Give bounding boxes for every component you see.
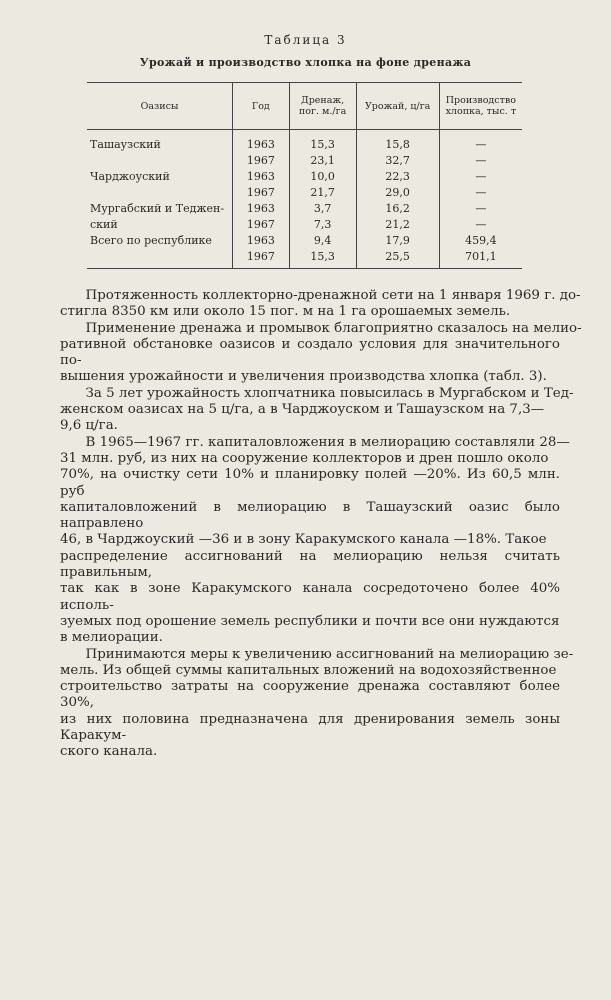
- cell-oasis: [87, 250, 233, 269]
- cell-production: —: [439, 154, 522, 170]
- table-row: [87, 250, 522, 269]
- cell-drainage: 3,7: [289, 202, 356, 218]
- cell-yield: 15,8: [356, 130, 439, 155]
- text-line: Протяженность коллекторно-дренажной сети на 1 января 1969 г. до-: [60, 288, 581, 303]
- text-line: 70%, на очистку сети 10% и планировку полей —20%. Из 60,5 млн. руб: [60, 467, 560, 499]
- cell-production: —: [439, 186, 522, 202]
- text-line: стигла 8350 км или около 15 пог. м на 1 га орошаемых земель.: [60, 304, 511, 320]
- cell-yield: 17,9: [356, 234, 439, 250]
- table-row: [87, 170, 522, 186]
- text-line: Принимаются меры к увеличению ассигнований на мелиорацию зе-: [60, 646, 574, 662]
- cell-oasis: ский: [90, 218, 118, 231]
- cell-year: 1967: [233, 186, 289, 202]
- text-line: 46, в Чарджоуский —36 и в зону Каракумского канала —18%. Такое: [60, 532, 547, 548]
- cell-drainage: 15,3: [289, 250, 356, 269]
- table-row: [87, 154, 522, 170]
- cell-drainage: 9,4: [289, 234, 356, 250]
- cell-oasis: [87, 186, 233, 202]
- text-line: зуемых под орошение земель республики и почти все они нуждаются: [60, 613, 560, 629]
- cell-year: 1963: [233, 130, 289, 155]
- text-line: Применение дренажа и промывок благоприятно сказалось на мелио-: [60, 320, 582, 336]
- cell-year: 1967: [233, 250, 289, 269]
- text-line: ративной обстановке оазисов и создало условия для значительного по-: [60, 336, 560, 369]
- header-oasis: Оазисы: [87, 83, 233, 130]
- cell-drainage: 23,1: [289, 154, 356, 170]
- cell-oasis: Ташаузский: [90, 138, 161, 151]
- cell-yield: 29,0: [356, 186, 439, 202]
- text-line: ского канала.: [60, 744, 158, 760]
- cell-year: 1967: [233, 154, 289, 170]
- table-row: [87, 234, 522, 250]
- header-year: Год: [233, 83, 289, 130]
- text-line: 9,6 ц/га.: [60, 418, 118, 434]
- text-line: в мелиорации.: [60, 630, 163, 646]
- cell-production: —: [439, 170, 522, 186]
- text-line: из них половина предназначена для дренирования земель зоны Каракум-: [60, 711, 560, 744]
- table-row: [87, 130, 522, 155]
- cell-year: 1963: [233, 202, 289, 218]
- text-line: В 1965—1967 гг. капиталовложения в мелиорацию составляли 28—: [60, 434, 570, 450]
- text-line: строительство затраты на сооружение дренажа составляют более 30%,: [60, 679, 560, 711]
- table-row: [87, 186, 522, 202]
- text-line: распределение ассигнований на мелиорацию нельзя считать правильным,: [60, 548, 560, 581]
- cell-oasis: Всего по республике: [90, 234, 212, 247]
- cell-yield: 22,3: [356, 170, 439, 186]
- text-line: женском оазисах на 5 ц/га, а в Чарджоуском и Ташаузском на 7,3—: [60, 402, 545, 418]
- cell-production: —: [439, 218, 522, 234]
- text-line: мель. Из общей суммы капитальных вложений на водохозяйственное: [60, 662, 557, 678]
- text-line: 31 млн. руб, из них на сооружение коллекторов и дрен пошло около: [60, 450, 549, 466]
- cell-production: 459,4: [439, 234, 522, 250]
- cell-year: 1963: [233, 170, 289, 186]
- cell-year: 1963: [233, 234, 289, 250]
- cell-drainage: 7,3: [289, 218, 356, 234]
- cell-oasis: [87, 154, 233, 170]
- text-line: вышения урожайности и увеличения производства хлопка (табл. 3).: [60, 369, 547, 385]
- text-line: так как в зоне Каракумского канала сосредоточено более 40% исполь-: [60, 581, 560, 613]
- body-text: [60, 288, 582, 761]
- cell-yield: 16,2: [356, 202, 439, 218]
- data-table: [87, 82, 522, 269]
- text-line: За 5 лет урожайность хлопчатника повысилась в Мургабском и Тед-: [60, 385, 574, 401]
- table-row: [87, 202, 522, 218]
- cell-oasis: Мургабский и Теджен-: [90, 202, 225, 215]
- cell-production: —: [439, 202, 522, 218]
- cell-yield: 25,5: [356, 250, 439, 269]
- table-header-row: [87, 83, 522, 130]
- header-yield: Урожай, ц/га: [356, 83, 439, 130]
- cell-drainage: 21,7: [289, 186, 356, 202]
- cell-drainage: 15,3: [289, 130, 356, 155]
- cell-production: —: [439, 130, 522, 155]
- cell-production: 701,1: [439, 250, 522, 269]
- cell-year: 1967: [233, 218, 289, 234]
- cell-yield: 21,2: [356, 218, 439, 234]
- cell-drainage: 10,0: [289, 170, 356, 186]
- cell-oasis: Чарджоуский: [90, 170, 170, 183]
- table-row: [87, 218, 522, 234]
- table-title: Урожай и производство хлопка на фоне дренажа: [139, 56, 472, 69]
- header-production: Производство хлопка, тыс. т: [439, 83, 522, 130]
- table-number: Таблица 3: [264, 33, 347, 47]
- cell-yield: 32,7: [356, 154, 439, 170]
- header-drainage: Дренаж, пог. м./га: [289, 83, 356, 130]
- text-line: капиталовложений в мелиорацию в Ташаузский оазис было направлено: [60, 499, 560, 532]
